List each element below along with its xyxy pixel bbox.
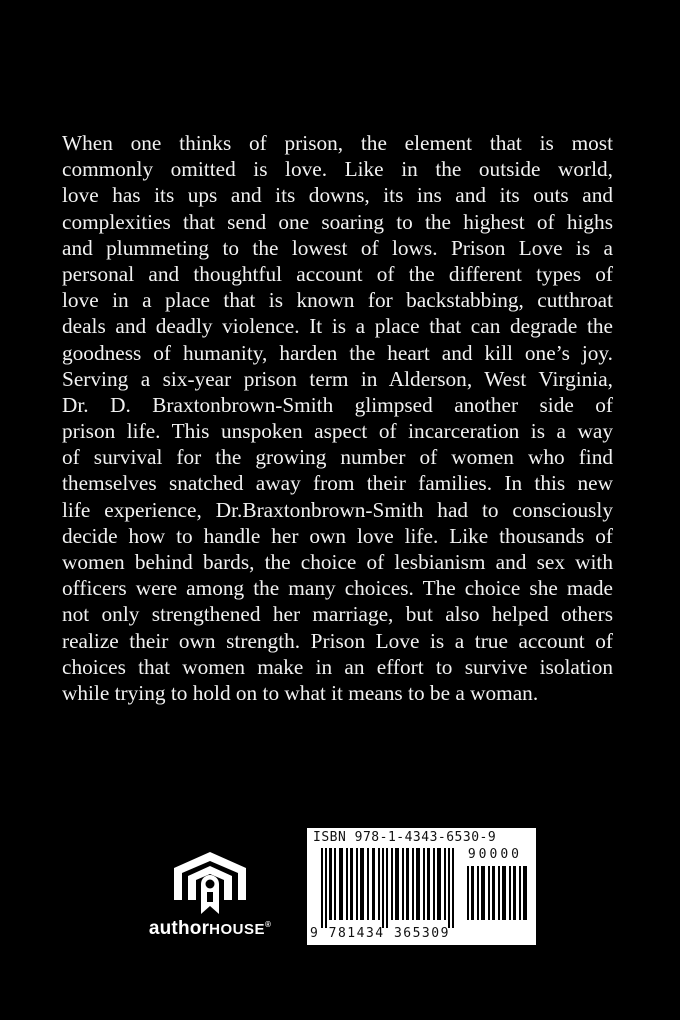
isbn-barcode: [307, 828, 536, 945]
blurb-line: and plummeting to the lowest of lows. Prison Love is a: [62, 235, 613, 260]
blurb-line: not only strengthened her marriage, but also helped others: [62, 602, 613, 627]
blurb-line: prison life. This unspoken aspect of incarceration is a way: [62, 419, 613, 444]
isbn-label: ISBN 978-1-4343-6530-9: [313, 830, 497, 845]
blurb-line: while trying to hold on to what it means to be a woman.: [62, 680, 539, 705]
blurb-line: When one thinks of prison, the element that is most: [62, 131, 613, 155]
blurb-line: goodness of humanity, harden the heart and kill one’s joy.: [62, 340, 613, 365]
blurb-line: love in a place that is known for backstabbing, cutthroat: [62, 288, 613, 313]
blurb-line: commonly omitted is love. Like in the outside world,: [62, 157, 613, 182]
blurb-line: Serving a six-year prison term in Alderson, West Virginia,: [62, 366, 613, 391]
blurb-line: personal and thoughtful account of the different types of: [62, 261, 613, 286]
blurb-line: life experience, Dr.Braxtonbrown-Smith had to consciously: [62, 497, 613, 522]
back-cover-blurb: [62, 130, 613, 706]
blurb-line: of survival for the growing number of women who find: [62, 445, 613, 470]
price-code: 90000: [467, 847, 522, 862]
ean13-bars-icon: [317, 848, 467, 928]
blurb-line: love has its ups and its downs, its ins and its outs and: [62, 183, 613, 208]
blurb-line: complexities that send one soaring to the highest of highs: [62, 209, 613, 234]
blurb-line: women behind bards, the choice of lesbianism and sex with: [62, 550, 613, 574]
blurb-line: deals and deadly violence. It is a place that can degrade the: [62, 314, 613, 339]
blurb-line: realize their own strength. Prison Love is a true account of: [62, 628, 613, 653]
publisher-name: authorHOUSE®: [148, 918, 272, 939]
authorhouse-logo-icon: [168, 850, 252, 914]
blurb-line: choices that women make in an effort to survive isolation: [62, 654, 613, 679]
blurb-line: officers were among the many choices. The choice she made: [62, 576, 613, 601]
ean-digits: 9 781434 365309: [310, 926, 450, 941]
blurb-line: themselves snatched away from their families. In this new: [62, 471, 613, 496]
blurb-line: Dr. D. Braxtonbrown-Smith glimpsed another side of: [62, 392, 613, 417]
blurb-line: decide how to handle her own love life. Like thousands of: [62, 523, 613, 548]
price-addon-bars-icon: [467, 866, 529, 920]
publisher-logo: [140, 850, 280, 940]
